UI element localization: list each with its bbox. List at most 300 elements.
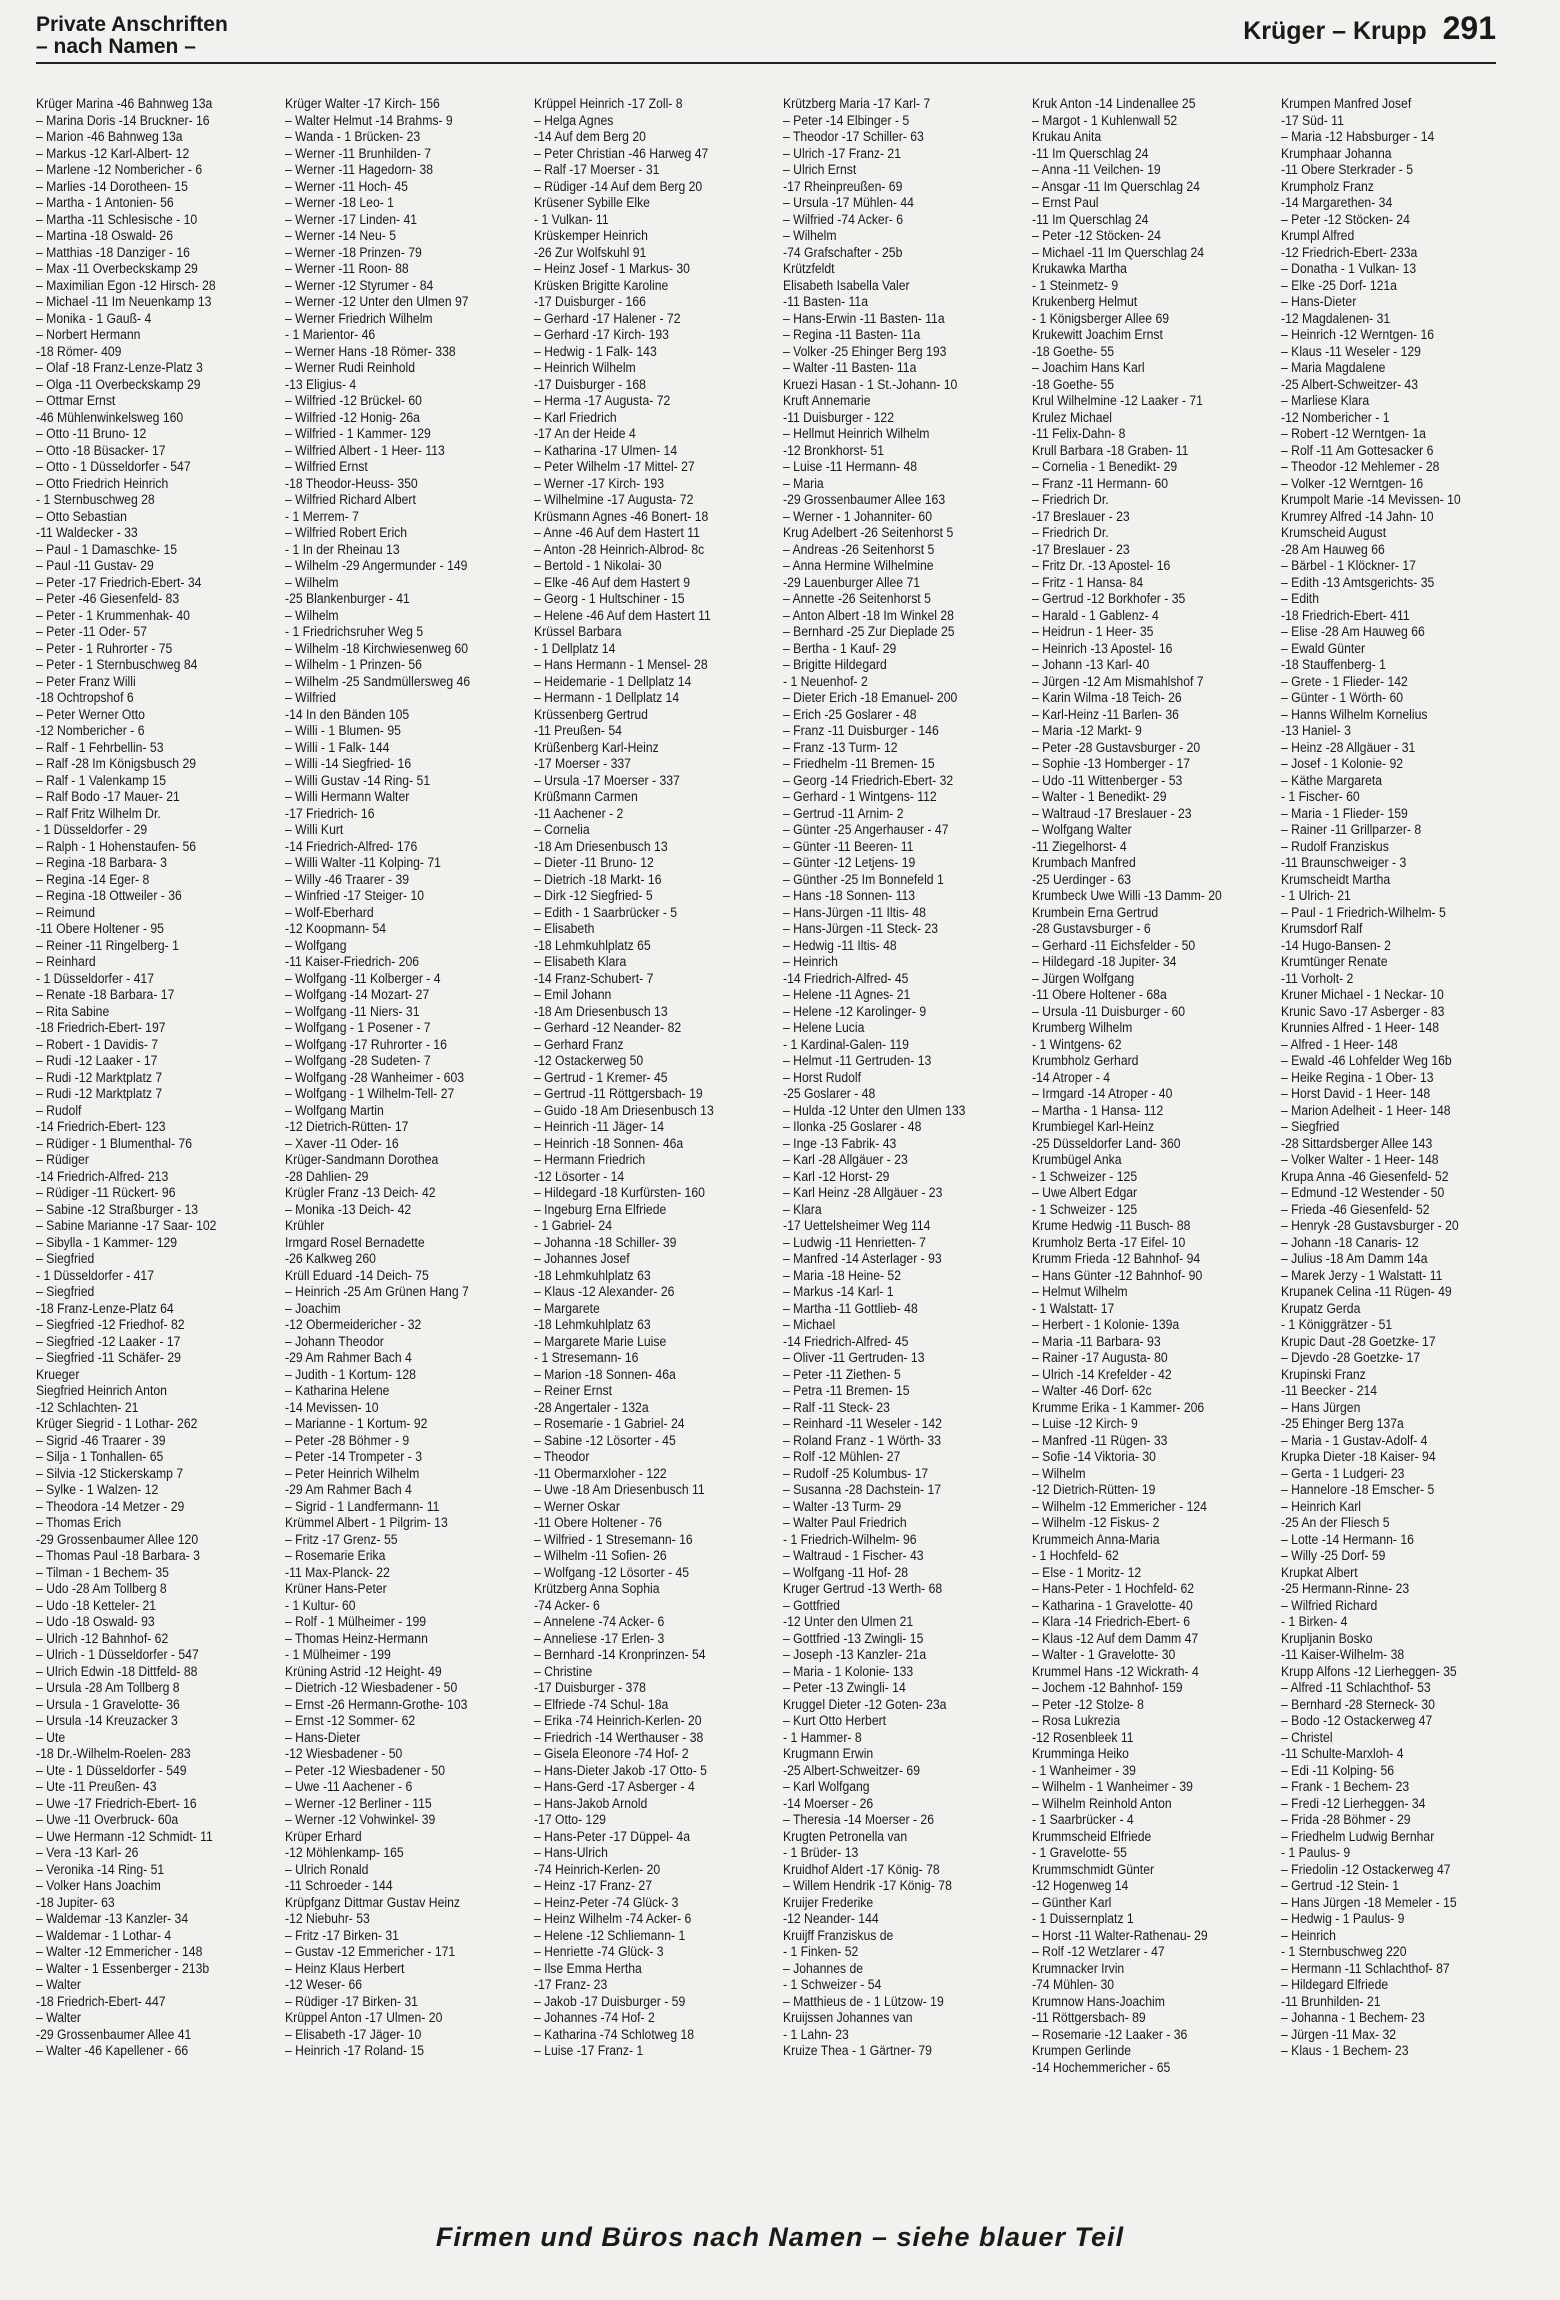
directory-entry: – Edi -11 Kolping- 56 <box>1281 1762 1395 1779</box>
directory-entry: – Martha -11 Gottlieb- 48 <box>783 1300 918 1317</box>
directory-entry: – Siegfried -11 Schäfer- 29 <box>36 1350 181 1366</box>
directory-entry: -14 Hugo-Bansen- 2 <box>1281 937 1391 954</box>
directory-entry: – Hans Jürgen -18 Memeler - 15 <box>1281 1894 1457 1911</box>
directory-entry: – Reiner Ernst <box>534 1383 612 1399</box>
directory-entry: – Werner -18 Leo- 1 <box>285 195 394 211</box>
directory-entry: – Wilfried <box>285 690 336 706</box>
directory-entry: – Reimund <box>36 904 96 921</box>
directory-entry: – Peter -12 Stöcken- 24 <box>1032 228 1161 244</box>
directory-entry: – Maria -12 Habsburger - 14 <box>1281 129 1435 145</box>
directory-entry: Krumpl Alfred <box>1281 228 1355 244</box>
directory-entry: – Peter Franz Willi <box>36 673 136 690</box>
directory-entry: – Inge -13 Fabrik- 43 <box>783 1135 897 1152</box>
directory-entry: - 1 Neuenhof- 2 <box>783 673 868 690</box>
directory-entry: – Johann Theodor <box>285 1333 384 1350</box>
directory-entry: – Gertrud -12 Stein- 1 <box>1281 1878 1400 1894</box>
directory-entry: -18 Lehmkuhlplatz 65 <box>534 937 651 954</box>
directory-entry: -17 Franz- 23 <box>534 1977 608 1993</box>
directory-entry: -11 Obere Sterkrader - 5 <box>1281 162 1414 178</box>
directory-entry: Kruize Thea - 1 Gärtner- 79 <box>783 2043 932 2059</box>
directory-entry: Elisabeth Isabella Valer <box>783 277 910 294</box>
directory-entry: -18 Stauffenberg- 1 <box>1281 657 1386 673</box>
directory-entry: - 1 Hochfeld- 62 <box>1032 1548 1119 1564</box>
directory-entry: – Karl -12 Horst- 29 <box>783 1168 890 1185</box>
directory-entry: – Rainer -11 Grillparzer- 8 <box>1281 822 1422 838</box>
directory-entry: – Wilfried -74 Acker- 6 <box>783 211 904 228</box>
directory-entry: – Ilonka -25 Goslarer - 48 <box>783 1119 922 1135</box>
directory-entry: – Helene -12 Schliemann- 1 <box>534 1927 686 1944</box>
directory-entry: – Max -11 Overbeckskamp 29 <box>36 261 198 277</box>
directory-entry: – Marlies -14 Dorotheen- 15 <box>36 178 188 195</box>
directory-entry: – Ansgar -11 Im Querschlag 24 <box>1032 178 1200 195</box>
directory-entry: – Johann -13 Karl- 40 <box>1032 657 1150 673</box>
directory-entry: – Elisabeth Klara <box>534 954 627 970</box>
directory-entry: - 1 Fischer- 60 <box>1281 789 1360 805</box>
directory-entry: Kruner Michael - 1 Neckar- 10 <box>1281 987 1444 1003</box>
directory-entry: – Gerhard -17 Kirch- 193 <box>534 327 669 343</box>
directory-entry: – Horst Rudolf <box>783 1069 861 1086</box>
directory-entry: – Wanda - 1 Brücken- 23 <box>285 129 421 145</box>
directory-entry: – Silvia -12 Stickerskamp 7 <box>36 1465 184 1482</box>
directory-entry: -11 Schulte-Marxloh- 4 <box>1281 1746 1404 1762</box>
directory-columns <box>36 96 1520 2216</box>
directory-entry: – Elisabeth -17 Jäger- 10 <box>285 2026 422 2043</box>
directory-entry: - 1 Birken- 4 <box>1281 1614 1348 1630</box>
directory-entry: – Rudi -12 Marktplatz 7 <box>36 1086 163 1102</box>
directory-entry: Krühler <box>285 1218 325 1234</box>
directory-entry: – Fredi -12 Lierheggen- 34 <box>1281 1795 1426 1812</box>
directory-entry: – Werner - 1 Johanniter- 60 <box>783 508 932 525</box>
directory-entry: - 1 Steinmetz- 9 <box>1032 277 1119 294</box>
directory-entry: – Ute <box>36 1729 66 1746</box>
directory-entry: -11 Ziegelhorst- 4 <box>1032 838 1127 855</box>
directory-entry: – Rosemarie -12 Laaker - 36 <box>1032 2026 1188 2043</box>
directory-entry: – Reinhard -11 Weseler - 142 <box>783 1416 942 1432</box>
directory-entry: -17 Friedrich- 16 <box>285 805 375 822</box>
directory-entry: Krul Wilhelmine -12 Laaker - 71 <box>1032 393 1203 409</box>
directory-entry: Krunic Savo -17 Asberger - 83 <box>1281 1003 1445 1020</box>
directory-entry: – Julius -18 Am Damm 14a <box>1281 1251 1428 1267</box>
directory-entry: – Hildegard -18 Kurfürsten- 160 <box>534 1185 705 1201</box>
directory-entry: – Alfred - 1 Heer- 148 <box>1281 1036 1398 1053</box>
directory-entry: – Uwe Hermann -12 Schmidt- 11 <box>36 1828 213 1845</box>
directory-entry: – Wilhelm -29 Angermunder - 149 <box>285 558 468 574</box>
directory-entry: -11 Preußen- 54 <box>534 723 622 739</box>
directory-entry: – Wilhelm <box>285 574 339 591</box>
directory-entry: – Joseph -13 Kanzler- 21a <box>783 1647 927 1663</box>
directory-entry: – Udo -18 Ketteler- 21 <box>36 1597 157 1614</box>
directory-entry: – Peter -17 Friedrich-Ebert- 34 <box>36 574 202 591</box>
directory-entry: – Peter -12 Stolze- 8 <box>1032 1696 1144 1713</box>
directory-entry: Krüning Astrid -12 Height- 49 <box>285 1663 442 1680</box>
directory-entry: – Franz -13 Turm- 12 <box>783 739 898 756</box>
directory-entry: – Ulrich -17 Franz- 21 <box>783 145 901 162</box>
directory-entry: – Luise -17 Franz- 1 <box>534 2043 644 2059</box>
directory-entry: – Peter Werner Otto <box>36 706 145 723</box>
directory-entry: – Robert -12 Werntgen- 1a <box>1281 426 1426 442</box>
directory-entry: – Paul - 1 Damaschke- 15 <box>36 541 178 558</box>
directory-entry: Krüppel Anton -17 Ulmen- 20 <box>285 2010 443 2026</box>
directory-entry: – Fritz - 1 Hansa- 84 <box>1032 574 1144 591</box>
directory-entry: – Hans Jürgen <box>1281 1399 1361 1416</box>
directory-entry: – Gertrud -11 Arnim- 2 <box>783 805 904 822</box>
directory-entry: – Wolfgang -11 Kolberger - 4 <box>285 970 441 987</box>
directory-entry: – Katharina - 1 Gravelotte- 40 <box>1032 1597 1193 1614</box>
directory-entry: -17 Breslauer - 23 <box>1032 508 1130 525</box>
directory-entry: -14 Hochemmericher - 65 <box>1032 2059 1171 2076</box>
directory-entry: – Peter -46 Giesenfeld- 83 <box>36 591 180 607</box>
directory-entry: – Heinz Wilhelm -74 Acker- 6 <box>534 1911 692 1927</box>
directory-entry: – Otto -11 Bruno- 12 <box>36 426 147 442</box>
directory-entry: Kruidhof Aldert -17 König- 78 <box>783 1861 940 1878</box>
directory-entry: – Wilfried - 1 Kammer- 129 <box>285 426 431 442</box>
directory-entry: – Olaf -18 Franz-Lenze-Platz 3 <box>36 360 203 376</box>
directory-entry: – Gerhard -12 Neander- 82 <box>534 1020 682 1036</box>
directory-entry: -14 Moerser - 26 <box>783 1795 874 1812</box>
directory-entry: -17 Otto- 129 <box>534 1812 606 1828</box>
directory-entry: - 1 Kardinal-Galen- 119 <box>783 1036 909 1053</box>
directory-entry: – Dieter -11 Bruno- 12 <box>534 855 654 871</box>
directory-entry: – Wolfgang - 1 Posener - 7 <box>285 1020 431 1036</box>
directory-entry: – Hanns Wilhelm Kornelius <box>1281 706 1428 723</box>
directory-entry: -11 Beecker - 214 <box>1281 1383 1378 1399</box>
directory-entry: -14 In den Bänden 105 <box>285 706 410 723</box>
directory-entry: – Volker Walter - 1 Heer- 148 <box>1281 1152 1439 1168</box>
directory-entry: -74 Mühlen- 30 <box>1032 1977 1115 1993</box>
directory-entry: – Wolfgang -12 Lösorter - 45 <box>534 1564 690 1581</box>
directory-entry: – Joachim <box>285 1300 341 1317</box>
directory-entry: -14 Franz-Schubert- 7 <box>534 970 654 987</box>
directory-entry: – Hermann - 1 Dellplatz 14 <box>534 690 680 706</box>
directory-entry: – Paul - 1 Friedrich-Wilhelm- 5 <box>1281 904 1446 921</box>
directory-entry: -17 An der Heide 4 <box>534 426 636 442</box>
directory-entry: – Brigitte Hildegard <box>783 657 887 673</box>
directory-entry: -29 Grossenbaumer Allee 41 <box>36 2026 192 2043</box>
directory-entry: – Annelene -74 Acker- 6 <box>534 1614 665 1630</box>
directory-entry: – Wilfried Richard Albert <box>285 492 416 508</box>
directory-entry: – Bertold - 1 Nikolai- 30 <box>534 558 662 574</box>
directory-entry: -11 Kaiser-Friedrich- 206 <box>285 954 420 970</box>
column-2 <box>285 96 524 2216</box>
directory-entry: – Karl Heinz -28 Allgäuer - 23 <box>783 1185 943 1201</box>
directory-entry: – Sabine -12 Straßburger - 13 <box>36 1201 199 1218</box>
directory-entry: – Willi Hermann Walter <box>285 789 410 805</box>
directory-entry: – Harald - 1 Gablenz- 4 <box>1032 607 1159 624</box>
directory-entry: Krumberg Wilhelm <box>1032 1020 1133 1036</box>
directory-entry: – Werner -11 Hagedorn- 38 <box>285 162 434 178</box>
directory-entry: – Xaver -11 Oder- 16 <box>285 1135 399 1152</box>
directory-entry: – Cornelia - 1 Benedikt- 29 <box>1032 459 1178 475</box>
directory-entry: – Peter - 1 Sternbuschweg 84 <box>36 657 198 673</box>
directory-entry: Krunnies Alfred - 1 Heer- 148 <box>1281 1020 1440 1036</box>
directory-entry: -25 Goslarer - 48 <box>783 1086 876 1102</box>
directory-entry: Krummschmidt Günter <box>1032 1861 1155 1878</box>
directory-entry: Kruft Annemarie <box>783 393 871 409</box>
directory-entry: Irmgard Rosel Bernadette <box>285 1234 425 1251</box>
directory-entry: – Theodor -17 Schiller- 63 <box>783 129 924 145</box>
directory-entry: – Peter -11 Ziethen- 5 <box>783 1366 901 1383</box>
directory-entry: -12 Nombericher - 6 <box>36 723 145 739</box>
directory-entry: – Maria <box>783 475 824 492</box>
directory-entry: – Peter Wilhelm -17 Mittel- 27 <box>534 459 695 475</box>
directory-entry: – Heinrich Wilhelm <box>534 360 636 376</box>
directory-entry: Krumpen Gerlinde <box>1032 2043 1132 2059</box>
directory-entry: – Heinrich -13 Apostel- 16 <box>1032 640 1173 657</box>
directory-entry: – Sibylla - 1 Kammer- 129 <box>36 1234 178 1251</box>
directory-entry: – Reiner -11 Ringelberg- 1 <box>36 937 179 954</box>
directory-entry: – Djevdo -28 Goetzke- 17 <box>1281 1350 1421 1366</box>
directory-entry: – Volker -25 Ehinger Berg 193 <box>783 343 947 360</box>
directory-entry: – Manfred -11 Rügen- 33 <box>1032 1432 1168 1449</box>
directory-entry: Krützfeldt <box>783 261 835 277</box>
directory-entry: – Edith - 1 Saarbrücker - 5 <box>534 904 678 921</box>
directory-entry: – Ralf Bodo -17 Mauer- 21 <box>36 789 180 805</box>
directory-entry: – Ute - 1 Düsseldorfer - 549 <box>36 1762 187 1779</box>
directory-entry: – Uwe -18 Am Driesenbusch 11 <box>534 1482 705 1498</box>
section-title-line2: – nach Namen – <box>36 35 196 58</box>
directory-entry: Krumminga Heiko <box>1032 1746 1129 1762</box>
directory-entry: - 1 Finken- 52 <box>783 1944 859 1960</box>
directory-entry: – Peter -12 Wiesbadener - 50 <box>285 1762 446 1779</box>
directory-entry: -28 Dahlien- 29 <box>285 1168 369 1185</box>
directory-entry: – Elise -28 Am Hauweg 66 <box>1281 624 1425 640</box>
directory-entry: -12 Niebuhr- 53 <box>285 1911 370 1927</box>
directory-entry: – Ralf Fritz Wilhelm Dr. <box>36 805 161 822</box>
directory-entry: – Anton -28 Heinrich-Albrod- 8c <box>534 541 705 558</box>
directory-entry: – Silja - 1 Tonhallen- 65 <box>36 1449 164 1465</box>
directory-entry: - 1 Ulrich- 21 <box>1281 888 1351 904</box>
directory-entry: -12 Obermeidericher - 32 <box>285 1317 422 1333</box>
directory-entry: Krüskemper Heinrich <box>534 228 648 244</box>
directory-entry: – Waltraud -17 Breslauer - 23 <box>1032 805 1192 822</box>
directory-entry: – Sabine -12 Lösorter - 45 <box>534 1432 676 1449</box>
directory-entry: – Werner -11 Brunhilden- 7 <box>285 145 432 162</box>
directory-entry: – Sigrid -46 Traarer - 39 <box>36 1432 166 1449</box>
directory-entry: – Marek Jerzy - 1 Walstatt- 11 <box>1281 1267 1443 1284</box>
directory-entry: -14 Auf dem Berg 20 <box>534 129 646 145</box>
directory-entry: – Rüdiger <box>36 1152 89 1168</box>
directory-entry: Krumtünger Renate <box>1281 954 1388 970</box>
directory-entry: – Marliese Klara <box>1281 393 1370 409</box>
directory-entry: – Elke -25 Dorf- 121a <box>1281 277 1397 294</box>
directory-entry: -12 Unter den Ulmen 21 <box>783 1614 914 1630</box>
directory-entry: – Hans -18 Sonnen- 113 <box>783 888 916 904</box>
directory-entry: – Heinz -17 Franz- 27 <box>534 1878 653 1894</box>
directory-entry: – Walter -13 Turm- 29 <box>783 1498 902 1515</box>
directory-entry: – Rudi -12 Marktplatz 7 <box>36 1069 163 1086</box>
directory-entry: – Friedrich Dr. <box>1032 492 1109 508</box>
directory-entry: Krumphaar Johanna <box>1281 145 1392 162</box>
directory-entry: - 1 Wanheimer - 39 <box>1032 1762 1136 1779</box>
directory-entry: -18 Dr.-Wilhelm-Roelen- 283 <box>36 1746 191 1762</box>
directory-entry: -18 Friedrich-Ebert- 197 <box>36 1020 166 1036</box>
directory-entry: - 1 Paulus- 9 <box>1281 1845 1351 1861</box>
directory-entry: – Wilhelm - 1 Prinzen- 56 <box>285 657 422 673</box>
directory-entry: Krumscheid August <box>1281 525 1387 541</box>
directory-entry: – Michael -11 Im Querschlag 24 <box>1032 244 1205 261</box>
directory-entry: – Luise -12 Kirch- 9 <box>1032 1416 1138 1432</box>
directory-entry: – Friedolin -12 Ostackerweg 47 <box>1281 1861 1451 1878</box>
directory-entry: – Theresia -14 Moerser - 26 <box>783 1812 935 1828</box>
directory-entry: Krüger-Sandmann Dorothea <box>285 1152 439 1168</box>
directory-entry: - 1 Hammer- 8 <box>783 1729 862 1746</box>
directory-entry: – Hans-Jakob Arnold <box>534 1795 648 1812</box>
directory-entry: -18 Franz-Lenze-Platz 64 <box>36 1300 174 1317</box>
directory-entry: Krupic Daut -28 Goetzke- 17 <box>1281 1333 1436 1350</box>
directory-entry: -11 Im Querschlag 24 <box>1032 211 1149 228</box>
directory-entry: Krulez Michael <box>1032 409 1113 426</box>
directory-entry: – Ulrich -12 Bahnhof- 62 <box>36 1630 169 1647</box>
directory-entry: – Otto - 1 Düsseldorfer - 547 <box>36 459 191 475</box>
directory-entry: -11 Aachener - 2 <box>534 805 624 822</box>
directory-entry: – Johannes Josef <box>534 1251 630 1267</box>
directory-entry: -25 Hermann-Rinne- 23 <box>1281 1581 1410 1597</box>
directory-entry: – Wilhelm -18 Kirchwiesenweg 60 <box>285 640 469 657</box>
directory-entry: – Marion -18 Sonnen- 46a <box>534 1366 676 1383</box>
directory-entry: -25 Düsseldorfer Land- 360 <box>1032 1135 1181 1152</box>
directory-entry: – Maximilian Egon -12 Hirsch- 28 <box>36 277 216 294</box>
directory-entry: Krupanek Celina -11 Rügen- 49 <box>1281 1284 1452 1300</box>
directory-entry: – Jürgen Wolfgang <box>1032 970 1135 987</box>
directory-entry: – Gerhard - 1 Wintgens- 112 <box>783 789 937 805</box>
directory-entry: – Ulrich Edwin -18 Dittfeld- 88 <box>36 1663 198 1680</box>
directory-entry: – Walter - 1 Benedikt- 29 <box>1032 789 1167 805</box>
directory-entry: – Theodora -14 Metzer - 29 <box>36 1498 185 1515</box>
directory-entry: – Hans-Peter -17 Düppel- 4a <box>534 1828 690 1845</box>
directory-entry: Krukenberg Helmut <box>1032 294 1138 310</box>
directory-entry: – Rolf -11 Am Gottesacker 6 <box>1281 442 1434 459</box>
directory-entry: – Wilfried -12 Brückel- 60 <box>285 393 422 409</box>
directory-entry: – Ernst Paul <box>1032 195 1099 211</box>
directory-entry: – Heinrich -25 Am Grünen Hang 7 <box>285 1284 469 1300</box>
directory-entry: – Friedrich Dr. <box>1032 525 1109 541</box>
directory-entry: – Klara <box>783 1201 822 1218</box>
directory-entry: Krumsdorf Ralf <box>1281 921 1363 937</box>
directory-entry: – Frank - 1 Bechem- 23 <box>1281 1779 1410 1795</box>
directory-entry: -12 Dietrich-Rütten- 17 <box>285 1119 409 1135</box>
directory-entry: - 1 Marientor- 46 <box>285 327 376 343</box>
directory-entry: Krumrey Alfred -14 Jahn- 10 <box>1281 508 1434 525</box>
directory-entry: -11 Röttgersbach- 89 <box>1032 2010 1146 2026</box>
directory-entry: Krüppel Heinrich -17 Zoll- 8 <box>534 96 683 112</box>
directory-entry: – Werner -12 Unter den Ulmen 97 <box>285 294 469 310</box>
directory-entry: – Johanna -18 Schiller- 39 <box>534 1234 677 1251</box>
section-title-line1: Private Anschriften <box>36 13 228 36</box>
directory-entry: Krupkat Albert <box>1281 1564 1358 1581</box>
directory-entry: – Peter -28 Böhmer - 9 <box>285 1432 410 1449</box>
directory-entry: – Willem Hendrik -17 König- 78 <box>783 1878 952 1894</box>
directory-entry: Krüßenberg Karl-Heinz <box>534 739 659 756</box>
directory-entry: – Josef - 1 Kolonie- 92 <box>1281 756 1404 772</box>
directory-entry: – Käthe Margareta <box>1281 772 1383 789</box>
directory-entry: – Oliver -11 Gertruden- 13 <box>783 1350 925 1366</box>
directory-entry: – Sigrid - 1 Landfermann- 11 <box>285 1498 440 1515</box>
directory-entry: – Friedhelm Ludwig Bernhar <box>1281 1828 1435 1845</box>
directory-entry: – Karin Wilma -18 Teich- 26 <box>1032 690 1182 706</box>
directory-entry: - 1 Schweizer - 125 <box>1032 1201 1138 1218</box>
directory-entry: – Henryk -28 Gustavsburger - 20 <box>1281 1218 1459 1234</box>
directory-entry: – Frieda -46 Giesenfeld- 52 <box>1281 1201 1430 1218</box>
directory-entry: - 1 Kultur- 60 <box>285 1597 356 1614</box>
directory-entry: - 1 Stresemann- 16 <box>534 1350 639 1366</box>
directory-entry: – Katharina -74 Schlotweg 18 <box>534 2026 695 2043</box>
directory-entry: – Ilse Emma Hertha <box>534 1960 642 1977</box>
directory-entry: -14 Margarethen- 34 <box>1281 195 1393 211</box>
directory-entry: – Regina -11 Basten- 11a <box>783 327 921 343</box>
header-right <box>1243 10 1496 47</box>
directory-entry: Krull Barbara -18 Graben- 11 <box>1032 442 1189 459</box>
directory-entry: Krüpfganz Dittmar Gustav Heinz <box>285 1894 460 1911</box>
directory-entry: – Andreas -26 Seitenhorst 5 <box>783 541 935 558</box>
directory-entry: Krümmel Albert - 1 Pilgrim- 13 <box>285 1515 448 1531</box>
directory-entry: – Bodo -12 Ostackerweg 47 <box>1281 1713 1433 1729</box>
directory-entry: - 1 Schweizer - 125 <box>1032 1168 1138 1185</box>
directory-entry: – Willi Gustav -14 Ring- 51 <box>285 772 431 789</box>
directory-entry: -12 Neander- 144 <box>783 1911 879 1927</box>
directory-entry: – Günter -11 Beeren- 11 <box>783 838 914 855</box>
directory-entry: – Rosa Lukrezia <box>1032 1713 1121 1729</box>
directory-entry: – Gottfried <box>783 1597 840 1614</box>
directory-entry: – Jürgen -12 Am Mismahlshof 7 <box>1032 673 1204 690</box>
directory-entry: – Ewald -46 Lohfelder Weg 16b <box>1281 1053 1452 1069</box>
directory-entry: – Ute -11 Preußen- 43 <box>36 1779 157 1795</box>
directory-entry: – Maria -18 Heine- 52 <box>783 1267 902 1284</box>
directory-entry: – Ursula -17 Mühlen- 44 <box>783 195 914 211</box>
directory-entry: – Vera -13 Karl- 26 <box>36 1845 139 1861</box>
directory-entry: -18 Lehmkuhlplatz 63 <box>534 1317 651 1333</box>
directory-entry: – Wilfried Albert - 1 Heer- 113 <box>285 442 445 459</box>
directory-entry: – Klaus -12 Auf dem Damm 47 <box>1032 1630 1199 1647</box>
directory-entry: – Margarete <box>534 1300 600 1317</box>
directory-entry: – Heinrich Karl <box>1281 1498 1362 1515</box>
directory-entry: – Karl Friedrich <box>534 409 617 426</box>
directory-entry: -12 Bronkhorst- 51 <box>783 442 885 459</box>
directory-entry: Siegfried Heinrich Anton <box>36 1383 167 1399</box>
directory-entry: – Werner -11 Hoch- 45 <box>285 178 408 195</box>
directory-entry: – Bernhard -25 Zur Dieplade 25 <box>783 624 955 640</box>
directory-entry: – Herbert - 1 Kolonie- 139a <box>1032 1317 1180 1333</box>
directory-entry: -12 Nombericher - 1 <box>1281 409 1390 426</box>
directory-entry: -12 Rosenbleek 11 <box>1032 1729 1134 1746</box>
directory-entry: - 1 Friedrich-Wilhelm- 96 <box>783 1531 917 1548</box>
directory-entry: – Hans-Dieter Jakob -17 Otto- 5 <box>534 1762 707 1779</box>
directory-entry: – Heinrich <box>1281 1927 1336 1944</box>
directory-entry: -17 Duisburger - 168 <box>534 376 646 393</box>
directory-entry: – Ulrich Ernst <box>783 162 857 178</box>
directory-entry: -29 Am Rahmer Bach 4 <box>285 1350 412 1366</box>
directory-entry: – Martina -18 Oswald- 26 <box>36 228 173 244</box>
directory-entry: – Hildegard -18 Jupiter- 34 <box>1032 954 1177 970</box>
directory-entry: – Wilhelm <box>285 607 339 624</box>
directory-entry: - 1 In der Rheinau 13 <box>285 541 400 558</box>
directory-entry: – Wolfgang Martin <box>285 1102 384 1119</box>
directory-entry: – Olga -11 Overbeckskamp 29 <box>36 376 201 393</box>
directory-entry: – Anna -11 Veilchen- 19 <box>1032 162 1161 178</box>
directory-entry: Krüsken Brigitte Karoline <box>534 277 669 294</box>
directory-entry: – Anne -46 Auf dem Hastert 11 <box>534 525 700 541</box>
directory-entry: - 1 Gravelotte- 55 <box>1032 1845 1127 1861</box>
directory-entry: – Uwe -11 Overbruck- 60a <box>36 1812 179 1828</box>
directory-entry: – Irmgard -14 Atroper - 40 <box>1032 1086 1173 1102</box>
footer-note: Firmen und Büros nach Namen – siehe blauer Teil <box>435 2222 1125 2252</box>
directory-entry: – Maria -12 Markt- 9 <box>1032 723 1142 739</box>
directory-entry: – Walter -11 Basten- 11a <box>783 360 917 376</box>
directory-entry: Krummeich Anna-Maria <box>1032 1531 1160 1548</box>
directory-entry: - 1 Gabriel- 24 <box>534 1218 612 1234</box>
directory-entry: – Peter -14 Elbinger - 5 <box>783 112 910 129</box>
directory-entry: – Günter -12 Letjens- 19 <box>783 855 916 871</box>
directory-entry: – Norbert Hermann <box>36 327 141 343</box>
